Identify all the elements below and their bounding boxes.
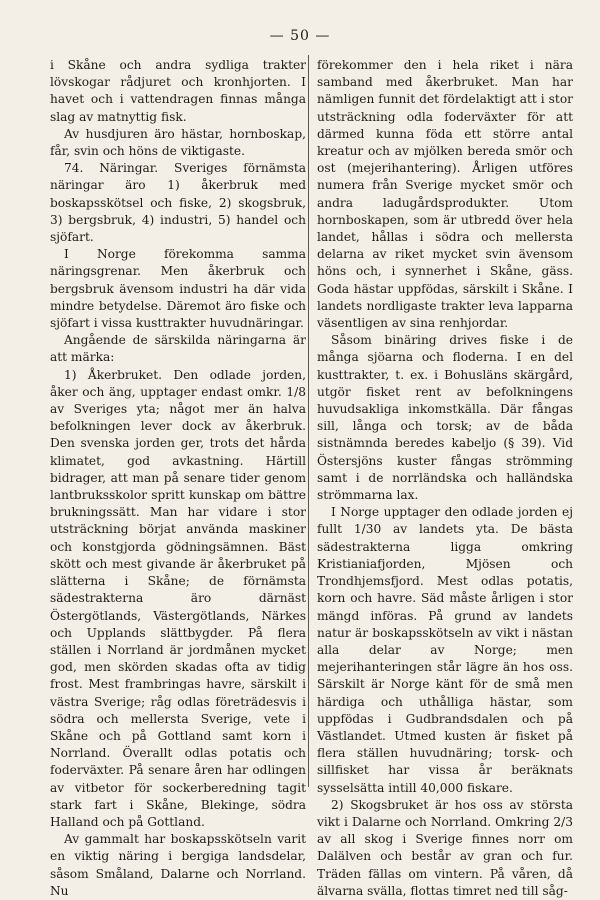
paragraph: I Norge upptager den odlade jorden ej fullt 1/30 av landets yta. De bästa sädestrakterna ligga omkring Kristianiafjorden, Mjösen och Trondhjemsfjord. Mest odlas potatis, korn och havre. Säd måste årligen i stor mängd införas. På grund av landets natur är boskapsskötseln av vikt i nästan alla delar av Norge; men mejerihanteringen står lägre än hos oss. Särskilt är Norge känt för de små men härdiga och uthålliga hästar, som uppfödas i Gudbrandsdalen och på Västlandet. Utmed kusten är fisket på flera ställen huvudnäring; torsk- och sillfisket har vissa år beräknats sysselsätta intill 40,000 fiskare. <box>317 505 573 795</box>
paragraph: Angående de särskilda näringarna är att märka: <box>50 333 306 365</box>
left-column <box>50 57 306 900</box>
paragraph: Av husdjuren äro hästar, hornboskap, får, svin och höns de viktigaste. <box>50 126 306 159</box>
paragraph: i Skåne och andra sydliga trakter lövskogar rådjuret och kronhjorten. I havet och i vattendragen finnas många slag av matnyttig fisk. <box>50 58 306 124</box>
paragraph: I Norge förekomma samma näringsgrenar. Men åkerbruk och bergsbruk ävensom industri ha där vida mindre betydelse. Däremot äro fiske och sjöfart i vissa kusttrakter huvudnäringar. <box>50 247 306 331</box>
right-column <box>317 57 573 900</box>
paragraph: Såsom binäring drives fiske i de många sjöarna och floderna. I en del kusttrakter, t. ex. i Bohusläns skärgård, utgör fisket rent av befolkningens huvudsakliga inkomstkälla. Där fångas sill, långa och torsk; av de båda sistnämnda beredes kabeljo (§ 39). Vid Östersjöns kuster fångas strömming samt i de norrländska och halländska strömmarna lax. <box>317 333 573 503</box>
page-number: — 50 — <box>269 28 331 44</box>
paragraph: 74. Näringar. Sveriges förnämsta näringar äro 1) åkerbruk med boskapsskötsel och fiske, 2) skogsbruk, 3) bergsbruk, 4) industri, 5) handel och sjöfart. <box>50 161 306 245</box>
column-divider <box>308 55 309 787</box>
paragraph: Av gammalt har boskapsskötseln varit en viktig näring i bergiga landsdelar, såsom Småland, Dalarne och Norrland. Nu <box>50 832 306 898</box>
paragraph: 1) Åkerbruket. Den odlade jorden, åker och äng, upptager endast omkr. 1/8 av Sveriges yta; något mer än halva befolkningen lever dock av åkerbruk. Den svenska jorden ger, trots det hårda klimatet, god avkastning. Härtill bidrager, att man på senare tider genom lantbruksskolor spritt kunskap om bättre brukningssätt. Man har vidare i stor utsträckning börjat använda maskiner och konstgjorda gödningsämnen. Bäst skött och mest givande är åkerbruket på slätterna i Skåne; de förnämsta sädestrakterna äro därnäst Östergötlands, Västergötlands, Närkes och Upplands slättbygder. På flera ställen i Norrland är jordmånen mycket god, men skörden skadas ofta av tidig frost. Mest frambringas havre, särskilt i västra Sverige; råg odlas företrädesvis i södra och mellersta Sverige, vete i Skåne och på Gottland samt korn i Norrland. Överallt odlas potatis och foderväxter. På senare åren har odlingen av vitbetor för sockerberedning tagit stark fart i Skåne, Blekinge, södra Halland och på Gottland. <box>50 367 306 829</box>
paragraph: förekommer den i hela riket i nära samband med åkerbruket. Man har nämligen funnit det fördelaktigt att i stor utsträckning odla foderväxter för att därmed kunna föda ett större antal kreatur och av mjölken bereda smör och ost (mejerihantering). Årligen utföres numera från Sverige mycket smör och andra ladugårdsprodukter. Utom hornboskapen, som är utbredd över hela landet, hållas i södra och mellersta delarna av riket mycket svin ävensom höns och, i synnerhet i Skåne, gäss. Goda hästar uppfödas, särskilt i Skåne. I landets nordligaste trakter leva lapparna väsentligen av sina renhjordar. <box>317 58 573 331</box>
paragraph: 2) Skogsbruket är hos oss av största vikt i Dalarne och Norrland. Omkring 2/3 av all skog i Sverige finnes norr om Dalälven och består av gran och fur. Träden fällas om vintern. På våren, då älvarna svälla, flottas timret ned till såg- <box>317 797 573 898</box>
